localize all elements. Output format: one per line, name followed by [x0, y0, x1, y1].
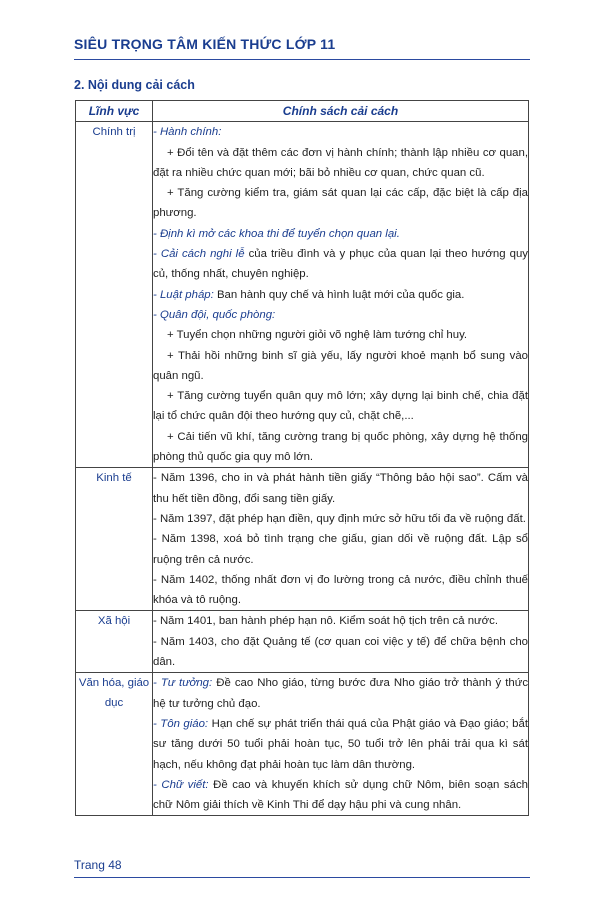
policy-label: - Định kì mở các khoa thi để tuyển chọn quan lại. [153, 227, 400, 240]
policy-line [153, 305, 528, 325]
policy-text: + Đổi tên và đặt thêm các đơn vị hành chính; thành lập nhiều cơ quan, đặt ra nhiều chức quan mới; bãi bỏ nhiều cơ quan, chức quan cũ. [153, 146, 528, 179]
policy-text: + Tăng cường kiểm tra, giám sát quan lại các cấp, đặc biệt là cấp địa phương. [153, 187, 528, 220]
policy-line [153, 143, 528, 184]
policy-line [153, 775, 528, 816]
policy-line [153, 122, 528, 142]
field-cell: Văn hóa, giáo dục [76, 673, 153, 816]
policy-line [153, 224, 528, 244]
policy-text: - Năm 1396, cho in và phát hành tiền giấy “Thông bảo hội sao”. Cấm và thu hết tiền đồng, đổi sang tiền giấy. [153, 472, 528, 505]
policy-text: Hạn chế sự phát triển thái quá của Phật giáo và Đạo giáo; bắt sư tăng dưới 50 tuổi phải hoàn tục, 50 tuổi trở lên phải trải qua kì sát hạch, nếu không đạt phải hoàn tục làm dân thường. [153, 717, 528, 771]
policy-text: + Tuyển chọn những người giỏi võ nghệ làm tướng chỉ huy. [167, 329, 468, 342]
policy-line [153, 468, 528, 509]
policy-text: của triều đình và y phục của quan lại theo hướng quy củ, thống nhất, chuyên nghiệp. [153, 248, 528, 281]
policy-line [153, 673, 528, 714]
policy-line [153, 325, 528, 345]
column-header-policy: Chính sách cải cách [153, 101, 529, 122]
policy-line [153, 529, 528, 570]
footer-divider [74, 877, 530, 878]
field-cell: Kinh tế [76, 468, 153, 611]
policy-text: + Thải hồi những binh sĩ già yếu, lấy người khoẻ mạnh bổ sung vào quân ngũ. [153, 349, 528, 382]
policy-label: - Tôn giáo: [153, 717, 209, 730]
field-cell: Xã hội [76, 611, 153, 673]
policy-text: - Năm 1398, xoá bỏ tình trạng che giấu, gian dối về ruộng đất. Lập sổ ruộng trên cả nước. [153, 533, 528, 566]
policy-line [153, 386, 528, 427]
policy-text: - Năm 1397, đặt phép hạn điền, quy định mức sở hữu tối đa về ruộng đất. [153, 512, 526, 525]
policy-text: Đề cao và khuyến khích sử dụng chữ Nôm, biên soạn sách chữ Nôm giải thích về Kinh Thi để dạy hậu phi và cung nhân. [153, 778, 528, 812]
policy-line [153, 611, 528, 631]
page-number: Trang 48 [74, 858, 122, 872]
policy-cell [153, 122, 529, 468]
page-header-title: SIÊU TRỌNG TÂM KIẾN THỨC LỚP 11 [74, 36, 336, 52]
policy-cell [153, 611, 529, 673]
table-header-row [76, 101, 529, 122]
policy-label: - Hành chính: [153, 126, 222, 139]
policy-label: - Quân đội, quốc phòng: [153, 308, 276, 321]
policy-text: Ban hành quy chế và hình luật mới của quốc gia. [213, 288, 465, 301]
policy-line [153, 285, 528, 305]
policy-line [153, 346, 528, 387]
policy-text: - Năm 1401, ban hành phép hạn nô. Kiểm soát hộ tịch trên cả nước. [153, 615, 499, 628]
policy-label: - Tư tưởng: [153, 677, 213, 690]
policy-line [153, 570, 528, 611]
table-row [76, 673, 529, 816]
policy-text: + Tăng cường tuyển quân quy mô lớn; xây dựng lại binh chế, chia đặt lại tổ chức quân đội theo hướng quy củ, chặt chẽ,... [153, 390, 528, 423]
policy-line [153, 714, 528, 775]
policy-line [153, 244, 528, 285]
policy-line [153, 183, 528, 224]
policy-cell [153, 673, 529, 816]
policy-label: - Chữ viết: [153, 778, 209, 791]
policy-line [153, 509, 528, 529]
table-row [76, 468, 529, 611]
table-body [76, 122, 529, 816]
reform-table [75, 100, 529, 816]
section-title: 2. Nội dung cải cách [74, 78, 195, 92]
policy-cell [153, 468, 529, 611]
header-divider [74, 59, 530, 60]
column-header-field: Lĩnh vực [76, 101, 153, 122]
policy-text: + Cải tiến vũ khí, tăng cường trang bị quốc phòng, xây dựng hệ thống phòng thủ quốc gia quy mô lớn. [153, 430, 528, 464]
field-cell: Chính trị [76, 122, 153, 468]
table-row [76, 122, 529, 468]
policy-text: Đề cao Nho giáo, từng bước đưa Nho giáo trở thành ý thức hệ tư tưởng chủ đạo. [153, 677, 529, 710]
policy-label: - Luật pháp: [153, 288, 214, 301]
policy-line [153, 427, 528, 468]
policy-text: - Năm 1402, thống nhất đơn vị đo lường trong cả nước, điều chỉnh thuế khóa và tô ruộng. [153, 573, 528, 607]
table-row [76, 611, 529, 673]
policy-label: - Cải cách nghi lễ [153, 248, 245, 261]
policy-line [153, 632, 528, 673]
policy-text: - Năm 1403, cho đặt Quảng tế (cơ quan coi việc y tế) để chữa bệnh cho dân. [153, 635, 528, 669]
